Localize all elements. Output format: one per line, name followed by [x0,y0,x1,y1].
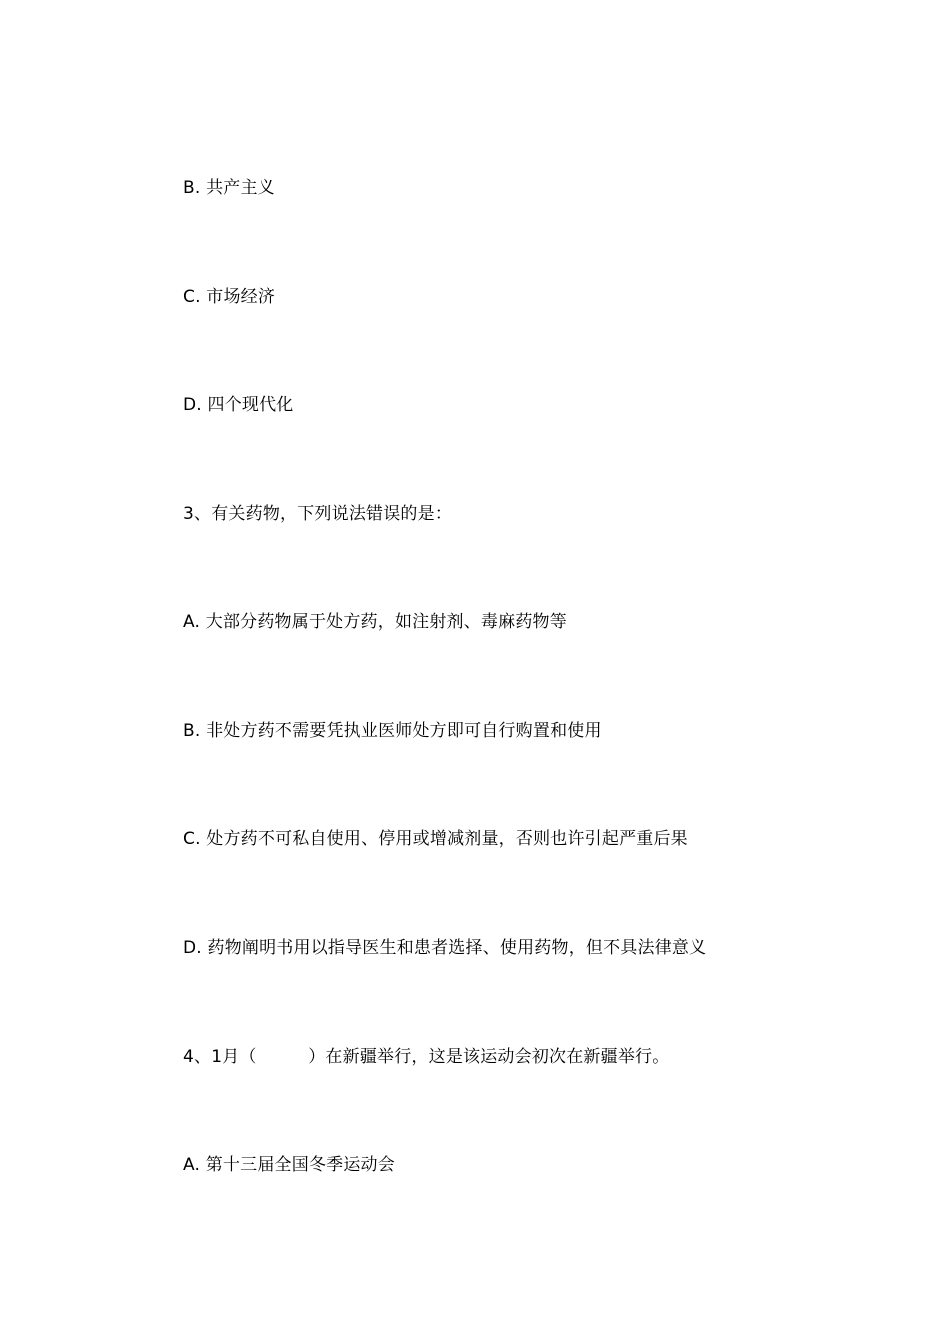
question-3-option-a: A. 大部分药物属于处方药，如注射剂、毒麻药物等 [183,612,567,632]
question-4: 4、1月（ ）在新疆举行，这是该运动会初次在新疆举行。 [183,1047,670,1067]
option-d-four-modernizations: D. 四个现代化 [183,395,294,415]
option-b-communism: B. 共产主义 [183,178,275,198]
question-3-option-c: C. 处方药不可私自使用、停用或增减剂量，否则也许引起严重后果 [183,829,688,849]
question-4-option-a: A. 第十三届全国冬季运动会 [183,1155,395,1175]
question-3-option-d: D. 药物阐明书用以指导医生和患者选择、使用药物，但不具法律意义 [183,938,707,958]
question-3-option-b: B. 非处方药不需要凭执业医师处方即可自行购置和使用 [183,721,602,741]
question-3: 3、有关药物，下列说法错误的是： [183,504,453,524]
option-c-market-economy: C. 市场经济 [183,287,276,307]
